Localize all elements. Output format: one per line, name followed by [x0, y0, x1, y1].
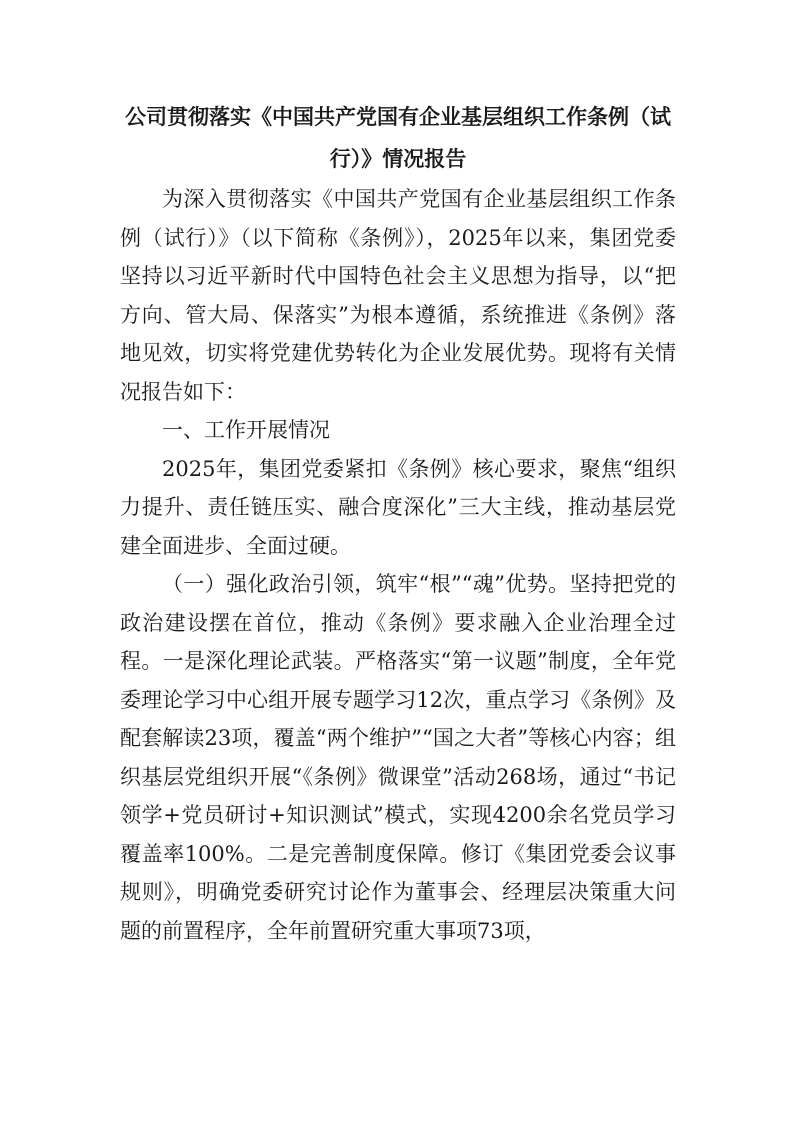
section-heading: 一、工作开展情况 — [162, 418, 330, 442]
document-title — [120, 96, 676, 180]
subsection-paragraph: （一）强化政治引领，筑牢“根”“魂”优势。坚持把党的政治建设摆在首位，推动《条例》要求融入企业治理全过程。一是深化理论武装。严格落实“第一议题”制度，全年党委理论学习中心组开展专题学习12次，重点学习《条例》及配套解读23项，覆盖“两个维护”“国之大者”等核心内容；组织基层党组织开展“《条例》微课堂”活动268场，通过“书记领学+党员研讨+知识测试”模式，实现4200余名党员学习覆盖率100%。二是完善制度保障。修订《集团党委会议事规则》，明确党委研究讨论作为董事会、经理层决策重大问题的前置程序，全年前置研究重大事项73项， — [120, 572, 676, 943]
intro-paragraph: 为深入贯彻落实《中国共产党国有企业基层组织工作条例（试行）》（以下简称《条例》），2025年以来，集团党委坚持以习近平新时代中国特色社会主义思想为指导，以“把方向、管大局、保落实”为根本遵循，系统推进《条例》落地见效，切实将党建优势转化为企业发展优势。现将有关情况报告如下： — [120, 187, 676, 404]
document-body — [120, 180, 676, 950]
title-line-1: 公司贯彻落实《中国共产党国有企业基层组织工作条例（试 — [125, 104, 671, 129]
title-line-2: 行）》情况报告 — [329, 146, 467, 171]
overview-paragraph: 2025年，集团党委紧扣《条例》核心要求，聚焦“组织力提升、责任链压实、融合度深化”三大主线，推动基层党建全面进步、全面过硬。 — [120, 456, 676, 558]
